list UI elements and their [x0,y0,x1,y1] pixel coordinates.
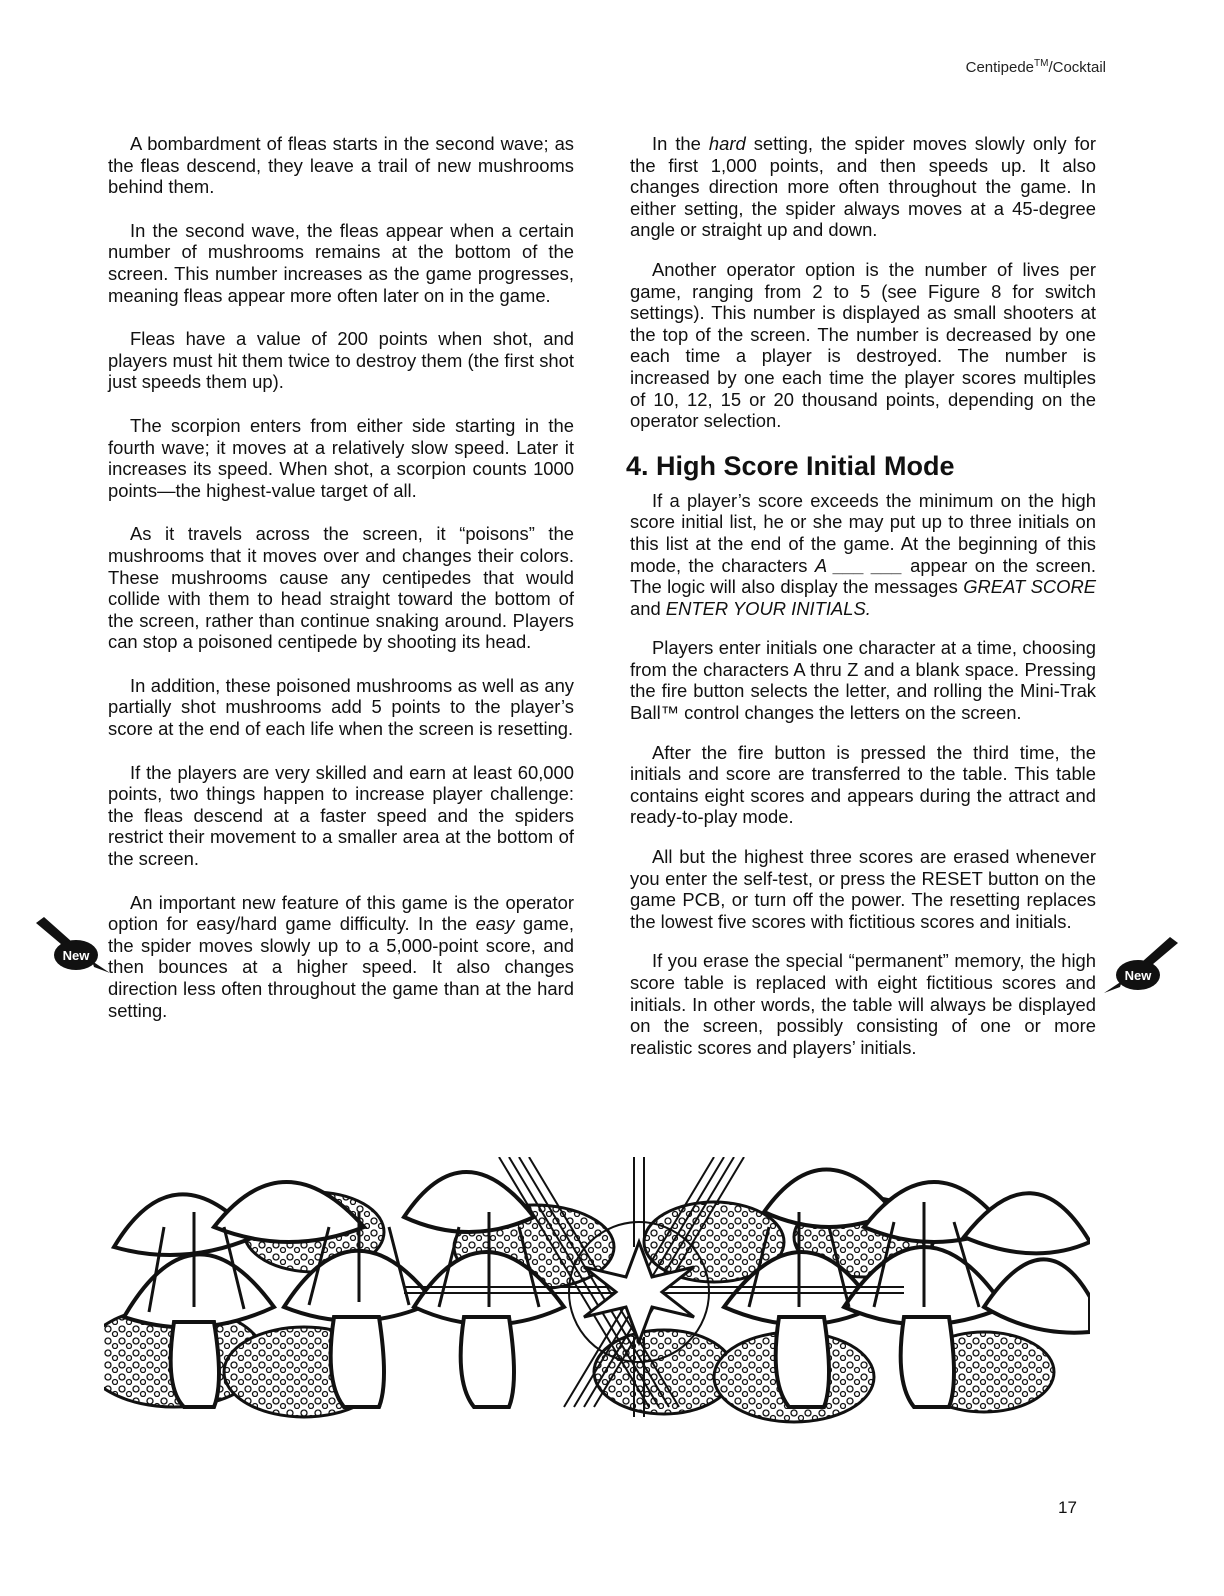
paragraph: If the players are very skilled and earn at least 60,000 points, two things happen to increase player challenge: the fleas descend at a faster speed and the spiders restrict their movement to a smaller area at the bottom of the screen. [108,761,574,870]
new-badge-label: New [1124,968,1152,983]
new-hand-icon [1100,935,1180,995]
mushroom-field-illustration [104,1157,1090,1427]
right-column [626,133,1097,1076]
paragraph-difficulty-option: An important new feature of this game is the operator option for easy/hard game difficulty. In the easy game, the spider moves slowly up to a 5,000-point score, and then bounces at a higher speed. It also changes direction less often throughout the game than at the hard setting. [108,891,574,1021]
paragraph: A bombardment of fleas starts in the second wave; as the fleas descend, they leave a trail of new mushrooms behind them. [108,133,574,198]
paragraph: The scorpion enters from either side starting in the fourth wave; it moves at a relatively slow speed. Later it increases its speed. When shot, a scorpion counts 1000 points—the highest-value target of all. [108,414,574,501]
paragraph: Another operator option is the number of lives per game, ranging from 2 to 5 (see Figure 8 for switch settings). This number is displayed as small shooters at the top of the screen. The number is decreased by one each time a player is destroyed. The number is increased by one each time the player scores multiples of 10, 12, 15 or 20 thousand points, depending on the operator selection. [630,258,1096,432]
left-column [108,133,574,1043]
paragraph: In the second wave, the fleas appear when a certain number of mushrooms remains at the bottom of the screen. This number increases as the game progresses, meaning fleas appear more often later on in the game. [108,219,574,306]
running-header: Centipede™/Cocktail [965,58,1106,76]
paragraph: If you erase the special “permanent” memory, the high score table is replaced with eight fictitious scores and initials. In other words, the table will always be displayed on the screen, possibly consisting of one or more realistic scores and players’ initials. [630,950,1096,1058]
paragraph: After the fire button is pressed the third time, the initials and score are transferred to the table. This table contains eight scores and appears during the attract and ready-to-play mode. [630,741,1096,828]
paragraph-mode-intro: If a player’s score exceeds the minimum on the high score initial list, he or she may put up to three initials on this list at the end of the game. At the beginning of this mode, the characters A ___ ___ appear on the screen. The logic will also display the messages GREAT SCORE and ENTER YOUR INITIALS. [630,489,1097,619]
paragraph: As it travels across the screen, it “poisons” the mushrooms that it moves over and changes their colors. These mushrooms cause any centipedes that would collide with them to head straight toward the bottom of the screen, rather than continue snaking around. Players can stop a poisoned centipede by shooting its head. [108,523,574,653]
new-badge-label: New [62,948,90,963]
paragraph: Players enter initials one character at a time, choosing from the characters A thru Z and a blank space. Pressing the fire button selects the letter, and rolling the Mini-Trak Ball™ control changes the letters on the screen. [630,637,1096,724]
section-heading: 4. High Score Initial Mode [626,450,955,481]
paragraph: In addition, these poisoned mushrooms as well as any partially shot mushrooms add 5 points to the player’s score at the end of each life when the screen is resetting. [108,674,574,740]
paragraph: All but the highest three scores are erased whenever you enter the self-test, or press the RESET button on the game PCB, or turn off the power. The resetting replaces the lowest five scores with fictitious scores and initials. [630,846,1096,932]
new-hand-icon [34,915,114,975]
page-number: 17 [1058,1498,1077,1517]
paragraph: Fleas have a value of 200 points when shot, and players must hit them twice to destroy them (the first shot just speeds them up). [108,328,574,393]
paragraph-hard-setting: In the hard setting, the spider moves slowly only for the first 1,000 points, and then speeds up. It also changes direction more often throughout the game. In either setting, the spider always moves at a 45-degree angle or straight up and down. [630,133,1097,241]
